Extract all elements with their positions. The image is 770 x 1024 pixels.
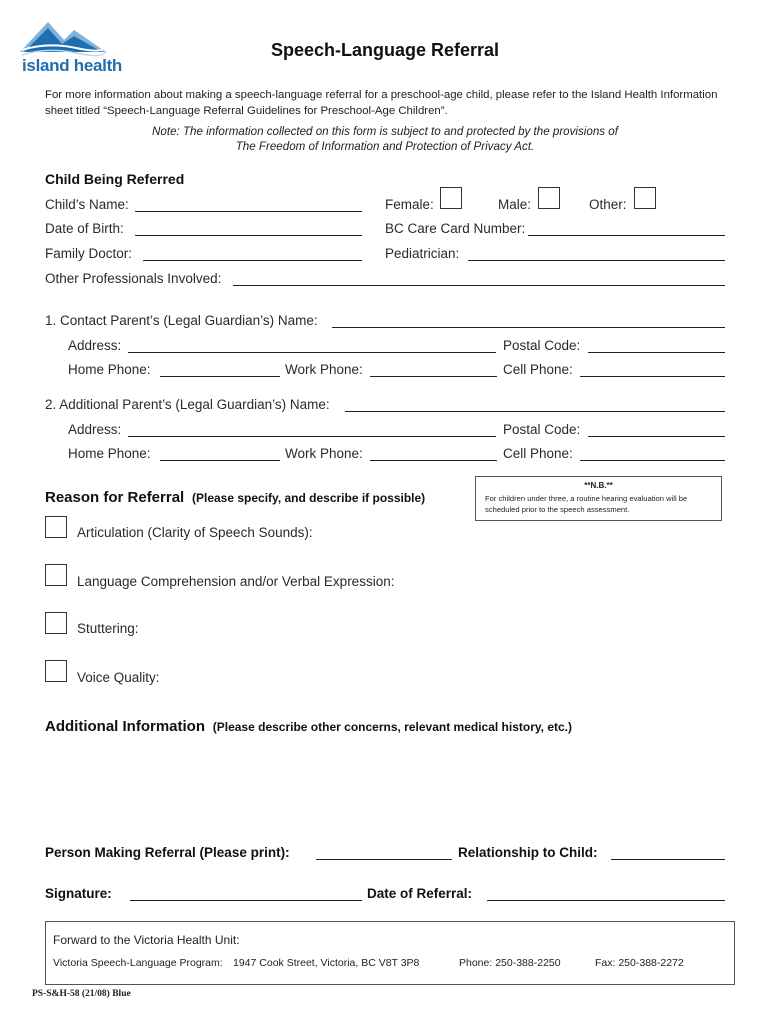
female-label: Female: (385, 197, 434, 212)
additional-info-area[interactable] (45, 740, 725, 835)
parent2-address-label: Address: (68, 422, 122, 437)
relationship-field[interactable] (611, 859, 725, 860)
bc-care-card-label: BC Care Card Number: (385, 221, 526, 236)
articulation-label: Articulation (Clarity of Speech Sounds): (77, 525, 313, 540)
family-doctor-label: Family Doctor: (45, 246, 133, 261)
female-checkbox[interactable] (440, 187, 462, 209)
parent2-address-field[interactable] (128, 436, 496, 437)
nb-text: For children under three, a routine hearing evaluation will be scheduled prior to the speech assessment. (485, 494, 688, 514)
parent1-home-phone-field[interactable] (160, 376, 280, 377)
male-label: Male: (498, 197, 532, 212)
parent2-work-phone-label: Work Phone: (285, 446, 363, 461)
parent2-home-phone-label: Home Phone: (68, 446, 151, 461)
forward-program: Victoria Speech-Language Program: (53, 957, 223, 969)
other-checkbox[interactable] (634, 187, 656, 209)
signature-field[interactable] (130, 900, 362, 901)
other-professionals-field[interactable] (233, 285, 725, 286)
privacy-note-line-2: The Freedom of Information and Protection of Privacy Act. (235, 140, 535, 153)
other-professionals-label: Other Professionals Involved: (45, 271, 222, 286)
child-name-label: Child’s Name: (45, 197, 129, 212)
signature-label: Signature: (45, 886, 112, 901)
additional-title: Additional Information (45, 718, 205, 735)
date-of-referral-label: Date of Referral: (367, 886, 473, 901)
nb-notice-box (475, 476, 722, 521)
parent2-home-phone-field[interactable] (160, 460, 280, 461)
parent2-cell-phone-field[interactable] (580, 460, 725, 461)
forward-phone: Phone: 250-388-2250 (459, 957, 561, 969)
parent1-postal-label: Postal Code: (503, 338, 581, 353)
other-label: Other: (589, 197, 627, 212)
additional-heading (45, 718, 572, 735)
language-label: Language Comprehension and/or Verbal Expression: (77, 574, 395, 589)
parent1-work-phone-field[interactable] (370, 376, 497, 377)
nb-title: **N.B.** (584, 481, 613, 490)
page-title: Speech-Language Referral (270, 40, 500, 60)
parent1-home-phone-label: Home Phone: (68, 362, 151, 377)
bc-care-card-field[interactable] (528, 235, 725, 236)
articulation-checkbox[interactable] (45, 516, 67, 538)
person-making-referral-field[interactable] (316, 859, 452, 860)
parent2-name-label: 2. Additional Parent’s (Legal Guardian’s) Name: (45, 397, 330, 412)
parent1-postal-field[interactable] (588, 352, 725, 353)
parent2-work-phone-field[interactable] (370, 460, 497, 461)
date-of-referral-field[interactable] (487, 900, 725, 901)
stuttering-label: Stuttering: (77, 621, 139, 636)
reason-heading (45, 489, 425, 506)
forward-address: 1947 Cook Street, Victoria, BC V8T 3P8 (233, 957, 420, 969)
dob-field[interactable] (135, 235, 362, 236)
language-checkbox[interactable] (45, 564, 67, 586)
parent2-postal-label: Postal Code: (503, 422, 581, 437)
pediatrician-label: Pediatrician: (385, 246, 460, 261)
child-name-field[interactable] (135, 211, 362, 212)
voice-quality-label: Voice Quality: (77, 670, 160, 685)
intro-text: For more information about making a speech-language referral for a preschool-age child, please refer to the Island Health Information sheet titled “Speech-Language Referral Guidelines for Preschool-Age Children”. (45, 89, 718, 117)
forward-info-box (45, 921, 735, 985)
relationship-label: Relationship to Child: (458, 845, 598, 860)
person-making-referral-label: Person Making Referral (Please print): (45, 845, 290, 860)
additional-subtitle: (Please describe other concerns, relevant medical history, etc.) (212, 720, 573, 734)
form-code: PS-S&H-58 (21/08) Blue (32, 989, 131, 999)
family-doctor-field[interactable] (143, 260, 362, 261)
parent1-name-label: 1. Contact Parent’s (Legal Guardian’s) Name: (45, 313, 318, 328)
parent1-name-field[interactable] (332, 327, 725, 328)
parent1-work-phone-label: Work Phone: (285, 362, 363, 377)
forward-heading: Forward to the Victoria Health Unit: (53, 933, 240, 947)
pediatrician-field[interactable] (468, 260, 725, 261)
parent1-address-field[interactable] (128, 352, 496, 353)
reason-subtitle: (Please specify, and describe if possible) (191, 491, 426, 505)
voice-quality-checkbox[interactable] (45, 660, 67, 682)
parent1-cell-phone-field[interactable] (580, 376, 725, 377)
male-checkbox[interactable] (538, 187, 560, 209)
stuttering-checkbox[interactable] (45, 612, 67, 634)
forward-fax: Fax: 250-388-2272 (595, 957, 684, 969)
parent2-cell-phone-label: Cell Phone: (503, 446, 573, 461)
privacy-note-line-1: Note: The information collected on this form is subject to and protected by the provisions of (152, 125, 618, 138)
reason-title: Reason for Referral (45, 489, 185, 506)
child-section-title: Child Being Referred (45, 171, 185, 187)
logo-wordmark: island health (22, 56, 123, 75)
parent2-name-field[interactable] (345, 411, 725, 412)
parent1-cell-phone-label: Cell Phone: (503, 362, 573, 377)
parent2-postal-field[interactable] (588, 436, 725, 437)
dob-label: Date of Birth: (45, 221, 124, 236)
parent1-address-label: Address: (68, 338, 122, 353)
privacy-note (0, 124, 770, 154)
